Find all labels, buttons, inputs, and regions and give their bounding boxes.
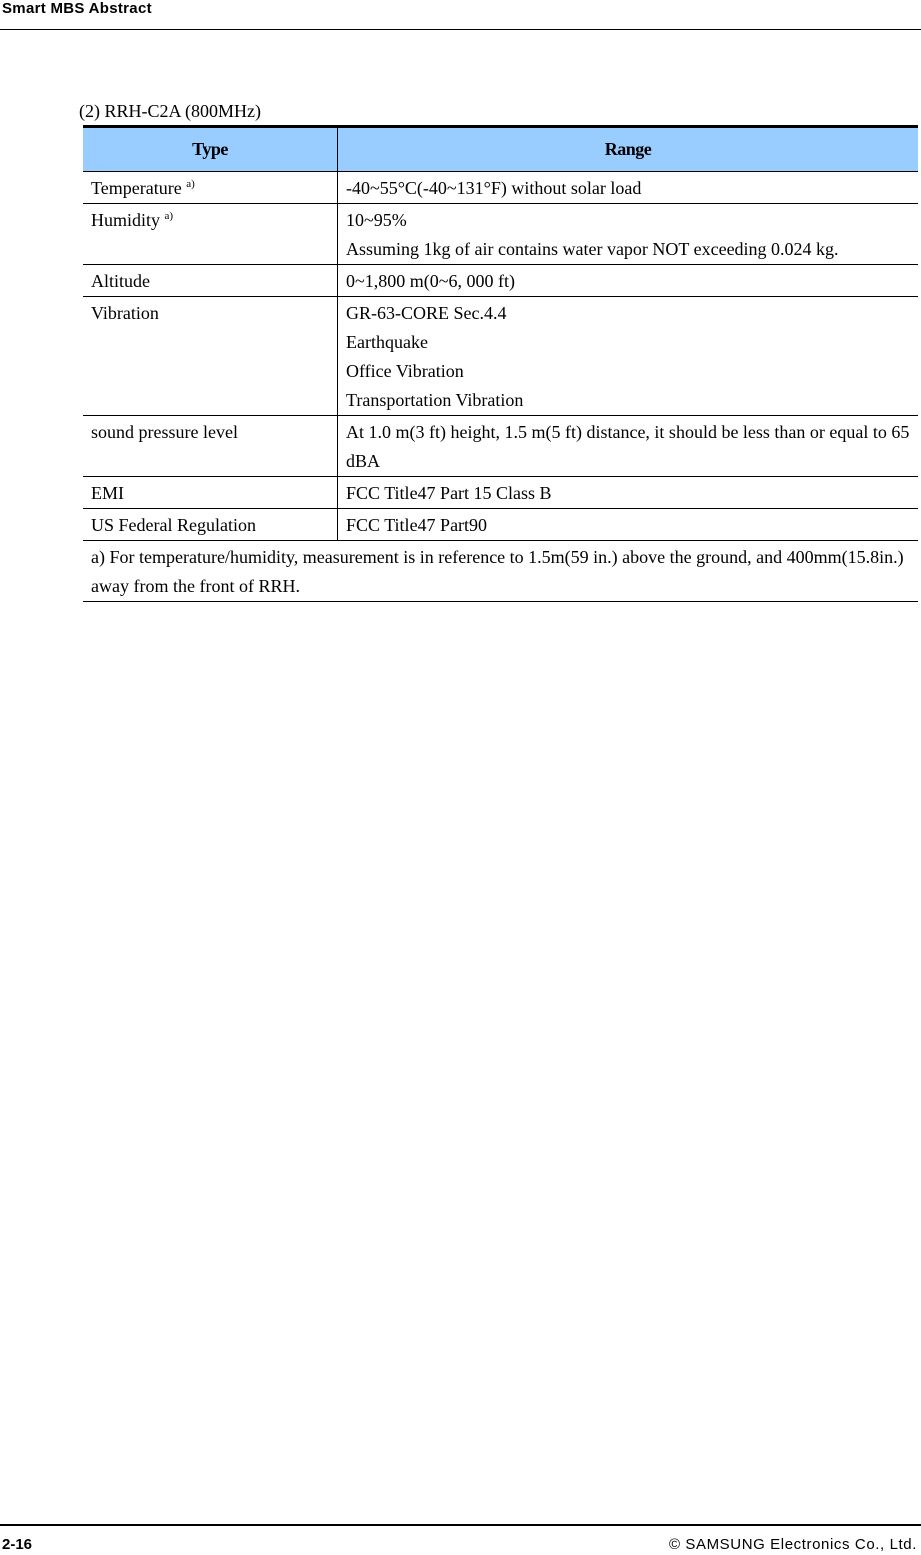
column-header-range: Range xyxy=(338,127,919,172)
column-header-type: Type xyxy=(83,127,338,172)
range-cell xyxy=(338,509,919,541)
range-cell xyxy=(338,416,919,477)
table-row xyxy=(83,204,918,265)
table-row xyxy=(83,172,918,204)
range-line: FCC Title47 Part 15 Class B xyxy=(346,483,552,503)
range-cell xyxy=(338,477,919,509)
table-footnote-row xyxy=(83,541,918,602)
copyright: © SAMSUNG Electronics Co., Ltd. xyxy=(668,1536,917,1553)
type-cell xyxy=(83,509,338,541)
range-line: Earthquake xyxy=(346,332,428,352)
range-line: Transportation Vibration xyxy=(346,390,524,410)
type-cell xyxy=(83,416,338,477)
range-line: 10~95% xyxy=(346,210,407,230)
page-number: 2-16 xyxy=(2,1536,33,1553)
table-header-row xyxy=(83,127,918,172)
range-line: 0~1,800 m(0~6, 000 ft) xyxy=(346,271,515,291)
spec-table xyxy=(83,125,918,602)
footnote-marker: a) xyxy=(164,210,174,222)
page-footer xyxy=(0,1524,921,1555)
footnote-marker: a) xyxy=(186,178,195,190)
range-line: Office Vibration xyxy=(346,361,464,381)
document-title: Smart MBS Abstract xyxy=(2,0,152,17)
type-label: Temperature xyxy=(91,178,182,198)
page-header xyxy=(0,0,921,30)
table-row xyxy=(83,477,918,509)
table-row xyxy=(83,265,918,297)
type-label: Vibration xyxy=(91,303,159,323)
type-cell xyxy=(83,265,338,297)
type-cell xyxy=(83,172,338,204)
section-title: (2) RRH-C2A (800MHz) xyxy=(79,101,261,121)
range-line: FCC Title47 Part90 xyxy=(346,515,488,535)
type-label: Altitude xyxy=(91,271,150,291)
type-cell xyxy=(83,477,338,509)
table-footnote: a) For temperature/humidity, measurement is in reference to 1.5m(59 in.) above the ground, and 400mm(15.8in.) away from the front of RRH. xyxy=(83,541,918,602)
type-label: EMI xyxy=(91,483,124,503)
range-line: -40~55°C(-40~131°F) without solar load xyxy=(346,178,642,198)
range-cell xyxy=(338,297,919,416)
range-line: At 1.0 m(3 ft) height, 1.5 m(5 ft) distance, it should be less than or equal to 65 dBA xyxy=(346,422,910,471)
type-cell xyxy=(83,204,338,265)
type-cell xyxy=(83,297,338,416)
range-cell xyxy=(338,265,919,297)
table-row xyxy=(83,416,918,477)
range-cell xyxy=(338,172,919,204)
range-cell xyxy=(338,204,919,265)
table-row xyxy=(83,297,918,416)
table-row xyxy=(83,509,918,541)
type-label: Humidity xyxy=(91,210,161,230)
range-line: Assuming 1kg of air contains water vapor NOT exceeding 0.024 kg. xyxy=(346,239,839,259)
type-label: US Federal Regulation xyxy=(91,515,256,535)
range-line: GR-63-CORE Sec.4.4 xyxy=(346,303,507,323)
type-label: sound pressure level xyxy=(91,422,238,442)
